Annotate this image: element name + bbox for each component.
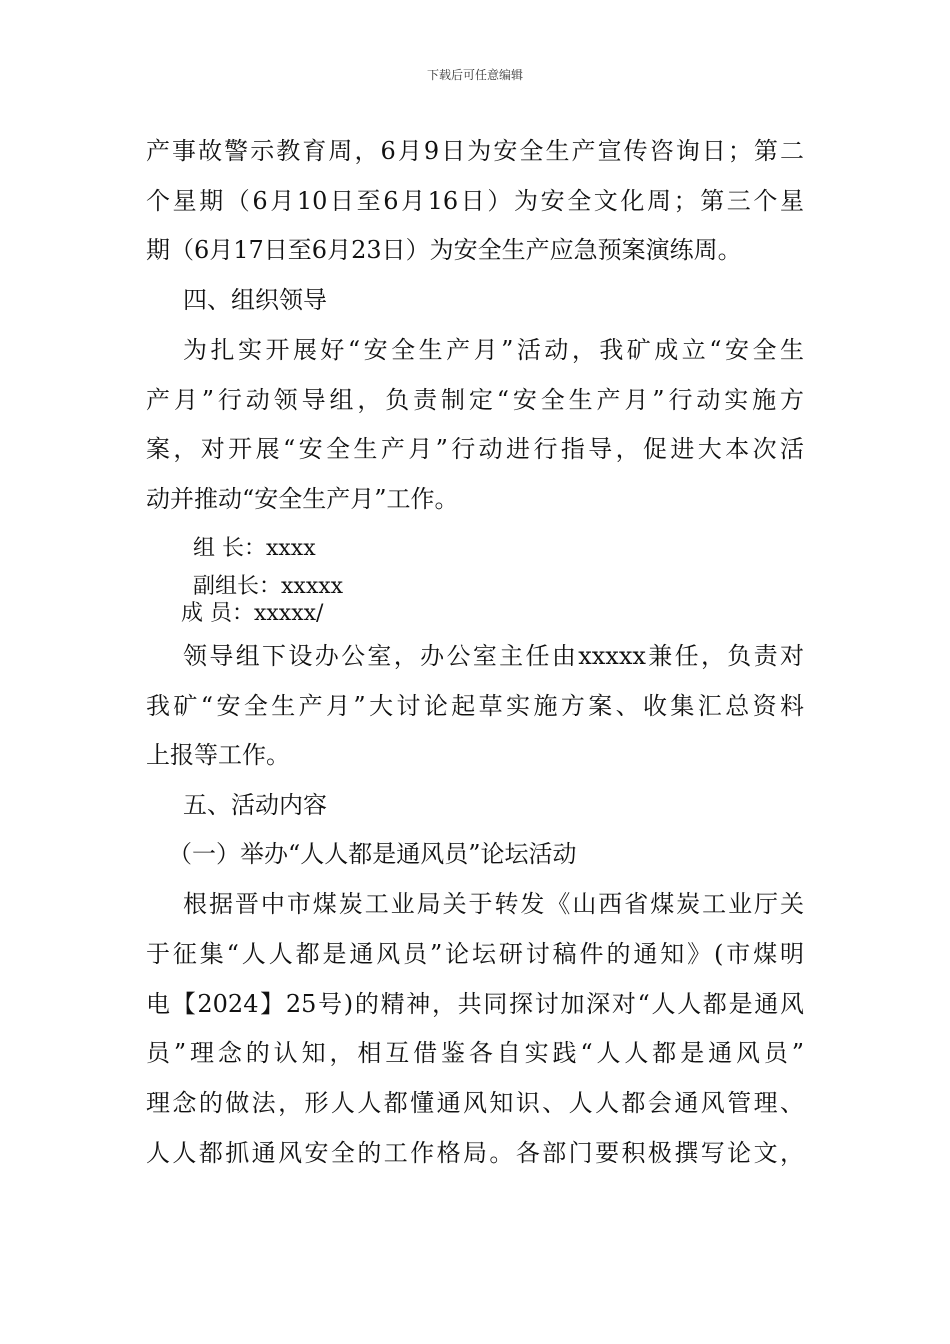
page-header: 下载后可任意编辑 [426, 68, 523, 82]
body-line-13: 我矿“安全生产月”大讨论起草实施方案、收集汇总资料 [146, 692, 804, 720]
body-line-14: 上报等工作。 [146, 741, 290, 769]
body-line-6: 产月”行动领导组，负责制定“安全生产月”行动实施方 [146, 386, 804, 414]
body-line-19: 电【2024】25号)的精神，共同探讨加深对“人人都是通风 [146, 990, 804, 1018]
body-line-3: 期（6月17日至6月23日）为安全生产应急预案演练周。 [146, 236, 742, 264]
body-line-1: 产事故警示教育周，6月9日为安全生产宣传咨询日；第二 [146, 137, 804, 165]
body-line-20: 员”理念的认知，相互借鉴各自实践“人人都是通风员” [146, 1039, 804, 1067]
subsection-heading-forum: （一）举办“人人都是通风员”论坛活动 [168, 840, 577, 868]
body-line-2: 个星期（6月10日至6月16日）为安全文化周；第三个星 [146, 187, 804, 215]
deputy-leader-line: 副组长：xxxxx [193, 574, 344, 599]
section-heading-organization: 四、组织领导 [183, 286, 327, 314]
body-line-8: 动并推动“安全生产月”工作。 [146, 485, 459, 513]
body-line-12: 领导组下设办公室，办公室主任由xxxxx兼任，负责对 [183, 642, 804, 670]
body-line-22: 人人都抓通风安全的工作格局。各部门要积极撰写论文， [146, 1139, 804, 1167]
leader-line: 组 长：xxxx [193, 536, 316, 561]
body-line-18: 于征集“人人都是通风员”论坛研讨稿件的通知》(市煤明 [146, 940, 804, 968]
body-line-5: 为扎实开展好“安全生产月”活动，我矿成立“安全生 [183, 336, 804, 364]
body-line-7: 案，对开展“安全生产月”行动进行指导，促进大本次活 [146, 435, 804, 463]
section-heading-activities: 五、活动内容 [183, 791, 327, 819]
body-line-21: 理念的做法，形人人都懂通风知识、人人都会通风管理、 [146, 1089, 804, 1117]
members-line: 成 员：xxxxx/ [181, 601, 324, 626]
body-line-17: 根据晋中市煤炭工业局关于转发《山西省煤炭工业厅关 [183, 890, 804, 918]
